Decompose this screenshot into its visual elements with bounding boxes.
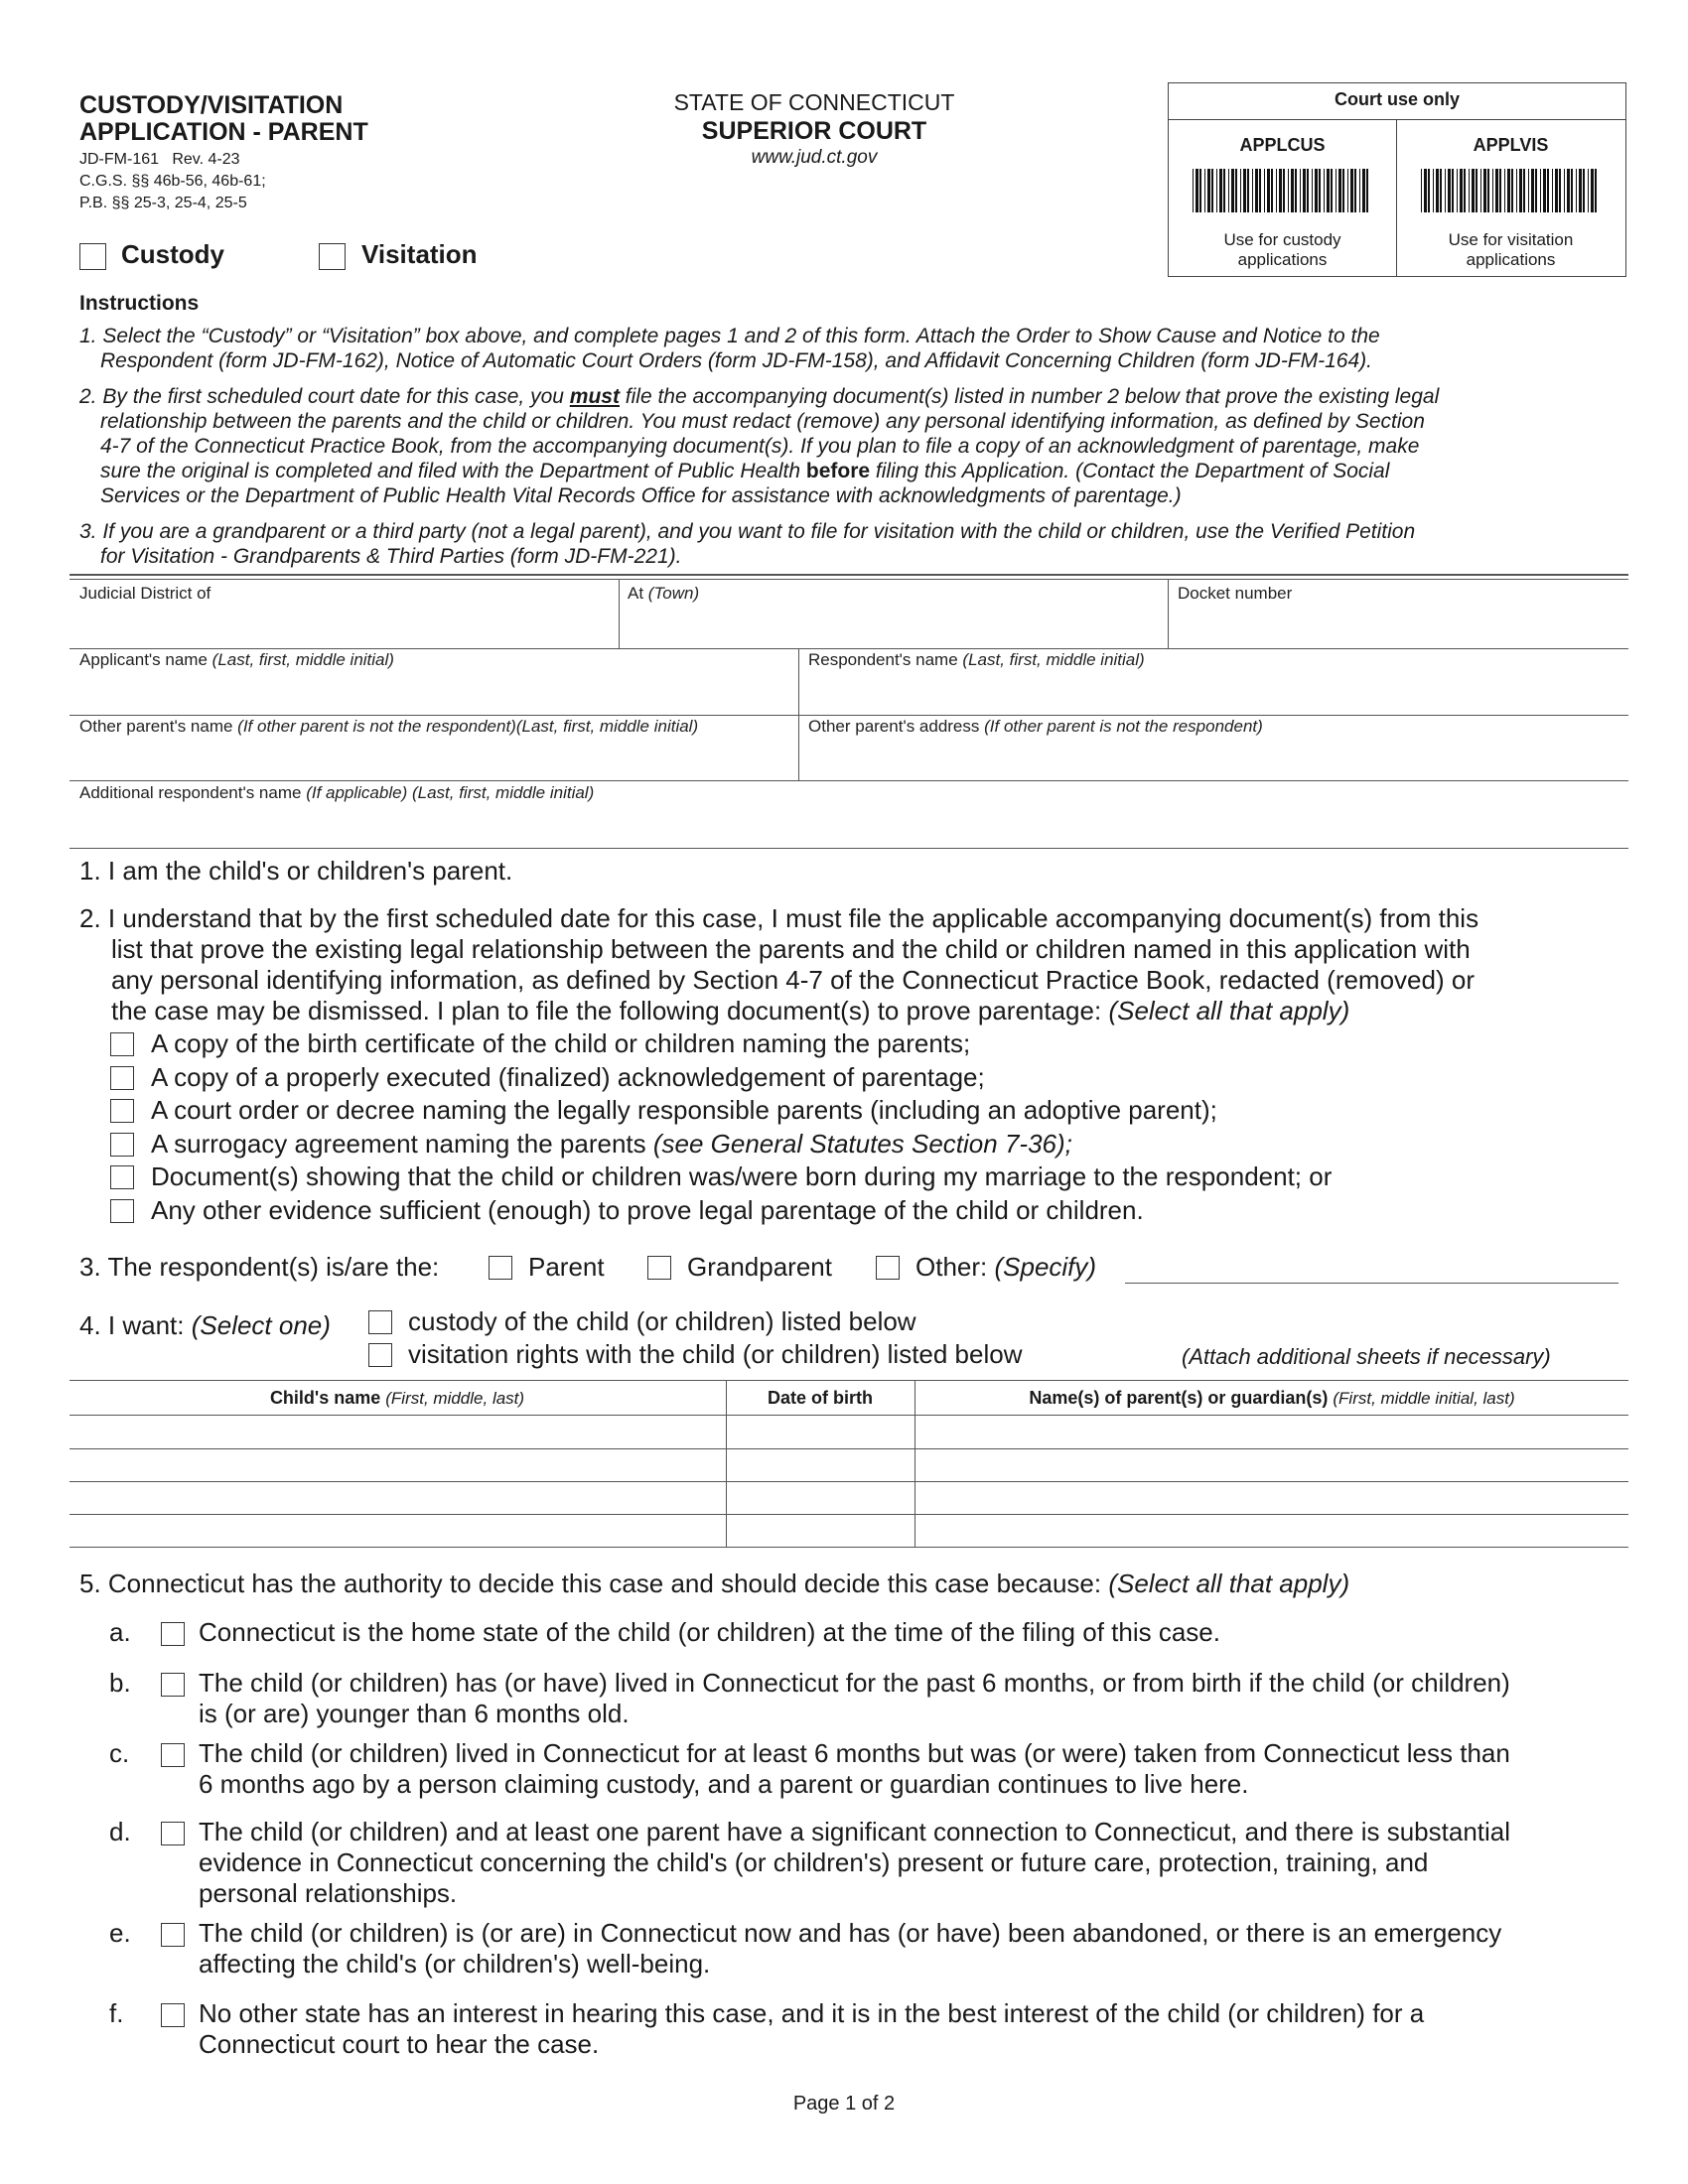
child-table-row-rule-1 [70,1448,1628,1449]
applicant-hint: (Last, first, middle initial) [211,650,394,669]
doc-surrogacy-hint: (see General Statutes Section 7-36); [652,1129,1072,1159]
child-2-name-input[interactable] [70,1450,724,1481]
instruction-2-must: must [569,385,620,408]
statute-line2: P.B. §§ 25-3, 25-4, 25-5 [79,195,247,211]
court-use-title: Court use only [1334,89,1460,109]
child-table-col-divider-1 [726,1380,727,1547]
child-name-header-hint: (First, middle, last) [385,1389,525,1408]
statute-line1: C.G.S. §§ 46b-56, 46b-61; [79,173,266,190]
section-5c-line-2: 6 months ago by a person claiming custody, and a parent or guardian continues to live here. [199,1769,1249,1799]
fields-top-rule-2 [70,579,1628,580]
custody-checkbox[interactable] [79,243,106,270]
section-5f-checkbox[interactable] [161,2003,185,2027]
visitation-label: Visitation [361,239,478,269]
at-label: At [628,584,644,603]
guardian-header [915,1388,1628,1409]
applcus-code: APPLCUS [1239,135,1326,155]
instruction-3-line-b: for Visitation - Grandparents & Third Parties (form JD-FM-221). [100,545,682,568]
applvis-caption-2: applications [1466,250,1556,269]
instruction-2d-pre: sure the original is completed and filed with the Department of Public Health [100,460,806,482]
instruction-2-line-d [100,459,1649,483]
item-1: 1. I am the child's or children's parent. [79,856,513,886]
court-use-box [1168,82,1626,277]
additional-respondent-input[interactable] [70,806,1624,846]
child-4-guardian-input[interactable] [916,1516,1626,1546]
docket-input[interactable] [1172,606,1624,645]
respondent-label-text: Respondent's name [808,650,958,669]
other-parent-address-input[interactable] [802,740,1624,779]
instruction-1-line-b: Respondent (form JD-FM-162), Notice of Automatic Court Orders (form JD-FM-158), and Affidavit Concerning Children (form JD-FM-164). [100,349,1372,372]
instruction-2d-before: before [805,460,871,482]
doc-acknowledgement-label: A copy of a properly executed (finalized) acknowledgement of parentage; [151,1062,985,1092]
section-5b-line-1: The child (or children) has (or have) lived in Connecticut for the past 6 months, or from birth if the child (or children) [199,1668,1510,1698]
doc-court-order-checkbox[interactable] [110,1099,134,1123]
section-5c-letter: c. [109,1738,130,1768]
judicial-district-input[interactable] [70,606,616,645]
other-parent-address-label [808,717,1263,737]
respondent-hint: (Last, first, middle initial) [962,650,1145,669]
doc-marriage-checkbox[interactable] [110,1165,134,1189]
section-5b-checkbox[interactable] [161,1673,185,1697]
instruction-2-text-post: file the accompanying document(s) listed in number 2 below that prove the existing legal [619,385,1440,408]
form-title-line1: CUSTODY/VISITATION [79,91,344,119]
child-name-header-text: Child's name [269,1388,381,1408]
item-4-text: 4. I want: [79,1310,192,1340]
section-5e-letter: e. [109,1918,131,1948]
doc-acknowledgement-checkbox[interactable] [110,1066,134,1090]
applicant-label-text: Applicant's name [79,650,208,669]
applcus-caption-2: applications [1237,250,1328,269]
at-town-hint: (Town) [647,584,700,603]
child-4-name-input[interactable] [70,1516,724,1546]
child-3-guardian-input[interactable] [916,1483,1626,1514]
section-5a-letter: a. [109,1617,131,1647]
section-5f-line-2: Connecticut court to hear the case. [199,2029,600,2059]
doc-court-order-label: A court order or decree naming the legally responsible parents (including an adoptive parent); [151,1095,1217,1125]
applicant-name-input[interactable] [70,673,794,713]
respondent-parent-label: Parent [528,1252,605,1282]
child-table-header-rule [70,1415,1628,1416]
section-5f-letter: f. [109,1998,124,2028]
child-3-name-input[interactable] [70,1483,724,1514]
field-divider-1 [619,579,620,648]
instructions-title: Instructions [79,292,200,315]
guardian-header-text: Name(s) of parent(s) or guardian(s) [1029,1388,1329,1408]
section-5-intro [79,1569,1349,1599]
item-2-line-c: any personal identifying information, as defined by Section 4-7 of the Connecticut Practice Book, redacted (removed) or [111,965,1475,995]
doc-other-evidence-checkbox[interactable] [110,1199,134,1223]
respondent-grandparent-checkbox[interactable] [647,1256,671,1280]
other-parent-address-text: Other parent's address [808,717,980,736]
judicial-district-label: Judicial District of [79,584,211,603]
respondent-grandparent-label: Grandparent [687,1252,832,1282]
respondent-other-hint: (Specify) [994,1252,1097,1282]
section-5a-text: Connecticut is the home state of the child (or children) at the time of the filing of this case. [199,1617,1220,1647]
visitation-checkbox[interactable] [319,243,346,270]
section-5c-checkbox[interactable] [161,1743,185,1767]
field-row-rule-3 [70,780,1628,781]
section-5d-line-1: The child (or children) and at least one parent have a significant connection to Connecticut, and there is substantial [199,1817,1511,1846]
form-number: JD-FM-161 Rev. 4-23 [79,151,240,168]
additional-respondent-text: Additional respondent's name [79,783,302,802]
other-parent-address-hint: (If other parent is not the respondent) [984,717,1263,736]
item-4-hint: (Select one) [191,1310,331,1340]
other-parent-hint: (If other parent is not the respondent)(Last, first, middle initial) [237,717,699,736]
other-parent-label-text: Other parent's name [79,717,233,736]
child-name-header [70,1388,725,1409]
child-3-dob-input[interactable] [728,1483,913,1514]
child-table-row-rule-2 [70,1481,1628,1482]
item-3-label: 3. The respondent(s) is/are the: [79,1252,440,1282]
doc-birth-certificate-label: A copy of the birth certificate of the child or children naming the parents; [151,1028,971,1058]
applcus-caption-1: Use for custody [1223,230,1341,249]
section-5-intro-hint: (Select all that apply) [1108,1569,1350,1598]
child-table-top [70,1380,1628,1381]
doc-surrogacy-label [151,1129,1072,1160]
child-2-guardian-input[interactable] [916,1450,1626,1481]
additional-respondent-label [79,783,594,803]
dob-header: Date of birth [768,1388,873,1408]
field-divider-2 [1168,579,1169,648]
page-number: Page 1 of 2 [792,2093,896,2115]
custody-label: Custody [121,239,224,269]
doc-surrogacy-text: A surrogacy agreement naming the parents [151,1129,653,1159]
section-5e-line-2: affecting the child's (or children's) well-being. [199,1949,711,1979]
section-5a-checkbox[interactable] [161,1622,185,1646]
guardian-header-hint: (First, middle initial, last) [1333,1389,1515,1408]
respondent-other-input[interactable] [1125,1253,1618,1284]
item-2-line-a: 2. I understand that by the first scheduled date for this case, I must file the applicable accompanying document(s) from this [79,903,1479,933]
item-2-line-d [111,996,1349,1026]
respondent-other-text: Other: [915,1252,995,1282]
instruction-2-line-e: Services or the Department of Public Health Vital Records Office for assistance with acknowledgments of parentage.) [100,484,1182,507]
item-2d-hint: (Select all that apply) [1108,996,1350,1025]
field-row-rule-4 [70,848,1628,849]
section-5e-checkbox[interactable] [161,1923,185,1947]
section-5d-checkbox[interactable] [161,1822,185,1845]
applicant-name-label [79,650,394,670]
section-5-intro-text: 5. Connecticut has the authority to decide this case and should decide this case because: [79,1569,1109,1598]
at-town-input[interactable] [622,606,1164,645]
section-5b-letter: b. [109,1668,131,1698]
respondent-name-label [808,650,1145,670]
instruction-2-line-b: relationship between the parents and the child or children. You must redact (remove) any personal identifying information, as defined by Section [100,410,1425,433]
applvis-code: APPLVIS [1473,135,1549,155]
instruction-3-line-a: 3. If you are a grandparent or a third party (not a legal parent), and you want to file for visitation with the child or children, use the Verified Petition [79,520,1416,543]
child-table-col-divider-2 [914,1380,915,1547]
instruction-2-text-pre: 2. By the first scheduled court date for this case, you [79,385,570,408]
want-custody-checkbox[interactable] [368,1310,392,1334]
applvis-barcode [1419,169,1604,212]
child-table-bottom [70,1547,1628,1548]
respondent-other-label [915,1252,1096,1283]
other-parent-name-label [79,717,698,737]
fields-top-rule [70,574,1628,576]
field-row-rule-2 [70,715,1628,716]
section-5d-letter: d. [109,1817,131,1846]
doc-marriage-label: Document(s) showing that the child or children was/were born during my marriage to the respondent; or [151,1161,1333,1191]
child-1-dob-input[interactable] [728,1417,913,1447]
child-1-name-input[interactable] [70,1417,724,1447]
form-title-line2: APPLICATION - PARENT [79,118,368,146]
court-name: SUPERIOR COURT [701,117,927,145]
respondent-parent-checkbox[interactable] [489,1256,512,1280]
instruction-2-line-a [79,384,1628,409]
want-visitation-checkbox[interactable] [368,1343,392,1367]
applvis-caption-1: Use for visitation [1448,230,1574,249]
doc-other-evidence-label: Any other evidence sufficient (enough) to prove legal parentage of the child or children. [151,1195,1144,1225]
instruction-2-line-c: 4-7 of the Connecticut Practice Book, from the accompanying document(s). If you plan to file a copy of an acknowledgment of parentage, make [100,435,1420,458]
child-2-dob-input[interactable] [728,1450,913,1481]
section-5b-line-2: is (or are) younger than 6 months old. [199,1699,630,1728]
state-name: STATE OF CONNECTICUT [673,89,955,115]
section-5c-line-1: The child (or children) lived in Connecticut for at least 6 months but was (or were) taken from Connecticut less than [199,1738,1510,1768]
docket-label: Docket number [1178,584,1293,603]
section-5d-line-3: personal relationships. [199,1878,458,1908]
section-5e-line-1: The child (or children) is (or are) in Connecticut now and has (or have) been abandoned, or there is an emergency [199,1918,1502,1948]
section-5d-line-2: evidence in Connecticut concerning the child's (or children's) present or future care, protection, training, and [199,1847,1429,1877]
want-custody-label: custody of the child (or children) listed below [408,1306,916,1336]
additional-respondent-hint: (If applicable) (Last, first, middle initial) [306,783,595,802]
doc-birth-certificate-checkbox[interactable] [110,1032,134,1056]
website: www.jud.ct.gov [751,147,878,168]
respondent-other-checkbox[interactable] [876,1256,900,1280]
court-use-divider-h [1169,119,1625,120]
field-row-rule-1 [70,648,1628,649]
child-4-dob-input[interactable] [728,1516,913,1546]
item-2d-text: the case may be dismissed. I plan to file the following document(s) to prove parentage: [111,996,1109,1025]
item-2-line-b: list that prove the existing legal relationship between the parents and the child or children named in this application with [111,934,1471,964]
respondent-name-input[interactable] [802,673,1624,713]
other-parent-name-input[interactable] [70,740,794,779]
applcus-barcode [1191,169,1375,212]
at-town-label [628,584,699,604]
child-table-row-rule-3 [70,1514,1628,1515]
doc-surrogacy-checkbox[interactable] [110,1133,134,1157]
section-5f-line-1: No other state has an interest in hearing this case, and it is in the best interest of the child (or children) for a [199,1998,1425,2028]
item-4-label [79,1310,331,1341]
child-1-guardian-input[interactable] [916,1417,1626,1447]
attach-sheets-note: (Attach additional sheets if necessary) [1182,1344,1551,1369]
want-visitation-label: visitation rights with the child (or children) listed below [408,1339,1023,1369]
instruction-2d-post: filing this Application. (Contact the Department of Social [870,460,1390,482]
instruction-1-line-a: 1. Select the “Custody” or “Visitation” box above, and complete pages 1 and 2 of this form. Attach the Order to Show Cause and Notice to the [79,325,1380,347]
